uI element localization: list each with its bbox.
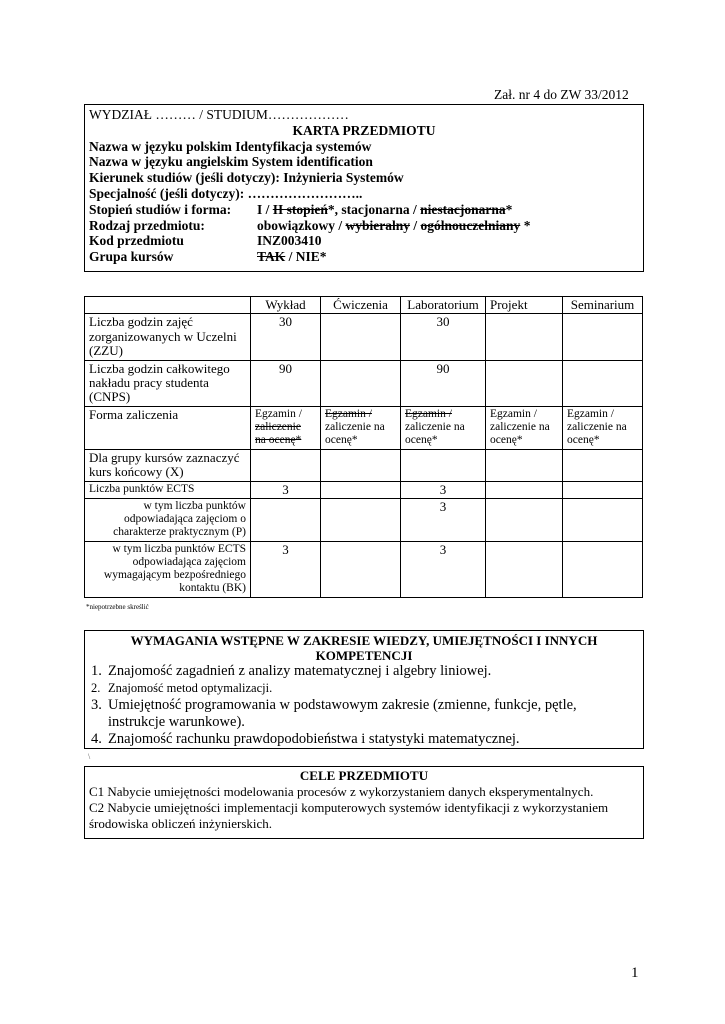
course-name-pl: Nazwa w języku polskim Identyfikacja systemów xyxy=(89,138,372,154)
cell-assessment-project xyxy=(486,406,563,449)
cell-practical-lecture xyxy=(251,499,321,542)
table-row-practical xyxy=(85,499,643,542)
table-row-assessment xyxy=(85,406,643,449)
cell-final-laboratory xyxy=(401,449,486,481)
assessment-option: Egzamin / xyxy=(567,407,614,420)
row-label-bk: w tym liczba punktów ECTS odpowiadająca zajęciom wymagającym bezpośredniego kontaktu (BK) xyxy=(85,542,251,598)
cell-bk-lecture: 3 xyxy=(251,542,321,598)
cell-ects-laboratory: 3 xyxy=(401,481,486,498)
cell-zzu-seminar xyxy=(563,314,643,360)
assessment-option: zaliczenie na xyxy=(405,420,465,433)
requirement-text: Umiejętność programowania w podstawowym zakresie (zmienne, funkcje, pętle, instrukcje warunkowe). xyxy=(108,697,577,730)
goal-c1: C1 Nabycie umiejętności modelowania procesów z wykorzystaniem danych eksperymentalnych. xyxy=(89,784,594,799)
cell-cnps-exercises xyxy=(321,360,401,406)
course-code-label: Kod przedmiotu xyxy=(89,233,184,249)
course-type-row xyxy=(89,218,639,234)
requirement-number: 4. xyxy=(91,731,102,747)
faculty-line: WYDZIAŁ ……… / STUDIUM……………… xyxy=(89,107,349,122)
page-number: 1 xyxy=(631,965,639,981)
cell-practical-seminar xyxy=(563,499,643,542)
attachment-reference: Zał. nr 4 do ZW 33/2012 xyxy=(494,87,629,102)
requirements-title-line2: KOMPETENCJI xyxy=(315,648,413,663)
course-header-box xyxy=(84,104,644,272)
assessment-option: zaliczenie na xyxy=(490,420,550,433)
row-label-practical: w tym liczba punktów odpowiadająca zajęciom o charakterze praktycznym (P) xyxy=(85,499,251,542)
cell-bk-project xyxy=(486,542,563,598)
assessment-option: Egzamin / xyxy=(255,407,302,420)
cell-assessment-exercises xyxy=(321,406,401,449)
assessment-option: zaliczenie na xyxy=(325,420,385,433)
row-label-zzu: Liczba godzin zajęć zorganizowanych w Uczelni (ZZU) xyxy=(85,314,251,360)
course-code-row xyxy=(89,233,639,249)
assessment-option-struck: na ocenę* xyxy=(255,433,302,446)
cell-final-exercises xyxy=(321,449,401,481)
assessment-option: ocenę* xyxy=(567,433,600,446)
course-type-struck: wybieralny xyxy=(345,217,411,233)
degree-value: * xyxy=(505,201,513,217)
row-label-cnps: Liczba godzin całkowitego nakładu pracy studenta (CNPS) xyxy=(85,360,251,406)
field-of-study: Kierunek studiów (jeśli dotyczy): Inżynieria Systemów xyxy=(89,170,404,186)
requirement-item xyxy=(91,663,637,680)
cell-ects-exercises xyxy=(321,481,401,498)
footnote: *niepotrzebne skreślić xyxy=(86,603,149,611)
col-header-seminar: Seminarium xyxy=(563,297,643,314)
assessment-option-struck: Egzamin / xyxy=(325,407,372,420)
course-name-en: Nazwa w języku angielskim System identification xyxy=(89,154,373,170)
cell-cnps-project xyxy=(486,360,563,406)
cell-ects-lecture: 3 xyxy=(251,481,321,498)
degree-value: I / xyxy=(257,201,273,217)
cell-assessment-laboratory xyxy=(401,406,486,449)
cell-ects-seminar xyxy=(563,481,643,498)
requirement-text: Znajomość zagadnień z analizy matematycznej i algebry liniowej. xyxy=(108,663,492,679)
assessment-option: zaliczenie na xyxy=(567,420,627,433)
assessment-option: Egzamin / xyxy=(490,407,537,420)
requirement-number: 3. xyxy=(91,697,102,713)
assessment-option: ocenę* xyxy=(405,433,438,446)
requirement-text: Znajomość metod optymalizacji. xyxy=(108,681,273,695)
table-row-ects xyxy=(85,481,643,498)
goals-title: CELE PRZEDMIOTU xyxy=(299,768,429,783)
assessment-option: ocenę* xyxy=(325,433,358,446)
requirement-item xyxy=(91,731,637,748)
course-goals-box xyxy=(84,766,644,839)
requirements-title-line1: WYMAGANIA WSTĘPNE W ZAKRESIE WIEDZY, UMIEJĘTNOŚCI I INNYCH xyxy=(130,633,598,648)
cell-assessment-seminar xyxy=(563,406,643,449)
row-label-ects: Liczba punktów ECTS xyxy=(85,481,251,498)
course-group-struck: TAK xyxy=(257,249,286,265)
requirement-item xyxy=(91,680,637,697)
course-type-value: obowiązkowy / xyxy=(257,217,346,233)
cell-final-seminar xyxy=(563,449,643,481)
goal-c2: C2 Nabycie umiejętności implementacji komputerowych systemów identyfikacji z wykorzystaniem środowiska obliczeń inżynierskich. xyxy=(89,800,609,831)
table-corner-cell xyxy=(85,297,251,314)
requirement-number: 2. xyxy=(91,681,101,695)
stray-mark: \ xyxy=(88,752,91,761)
requirement-item xyxy=(91,697,637,731)
cell-assessment-lecture xyxy=(251,406,321,449)
cell-final-project xyxy=(486,449,563,481)
course-type-value: / xyxy=(410,217,421,233)
degree-struck: II stopień xyxy=(272,201,328,217)
requirements-box xyxy=(84,630,644,749)
hours-ects-table xyxy=(84,296,643,598)
cell-practical-exercises xyxy=(321,499,401,542)
course-code-value: INZ003410 xyxy=(257,233,322,249)
table-header-row xyxy=(85,297,643,314)
col-header-lecture: Wykład xyxy=(251,297,321,314)
degree-value: *, stacjonarna / xyxy=(327,201,421,217)
cell-bk-laboratory: 3 xyxy=(401,542,486,598)
assessment-option-struck: zaliczenie xyxy=(255,420,301,433)
row-label-assessment: Forma zaliczenia xyxy=(85,406,251,449)
col-header-project: Projekt xyxy=(486,297,563,314)
table-row-final-course xyxy=(85,449,643,481)
degree-struck: niestacjonarna xyxy=(420,201,506,217)
cell-zzu-project xyxy=(486,314,563,360)
cell-zzu-lecture: 30 xyxy=(251,314,321,360)
table-row-zzu xyxy=(85,314,643,360)
course-group-value: / NIE* xyxy=(285,249,327,265)
table-row-bk xyxy=(85,542,643,598)
cell-cnps-lecture: 90 xyxy=(251,360,321,406)
course-group-row xyxy=(89,249,639,265)
cell-zzu-laboratory: 30 xyxy=(401,314,486,360)
course-type-struck: ogólnouczelniany xyxy=(420,217,521,233)
col-header-laboratory: Laboratorium xyxy=(401,297,486,314)
card-title: KARTA PRZEDMIOTU xyxy=(292,122,436,138)
requirement-text: Znajomość rachunku prawdopodobieństwa i statystyki matematycznej. xyxy=(108,731,520,747)
course-type-label: Rodzaj przedmiotu: xyxy=(89,217,205,233)
cell-practical-project xyxy=(486,499,563,542)
cell-final-lecture xyxy=(251,449,321,481)
course-group-label: Grupa kursów xyxy=(89,249,174,265)
row-label-final-course: Dla grupy kursów zaznaczyć kurs końcowy (X) xyxy=(85,449,251,481)
cell-practical-laboratory: 3 xyxy=(401,499,486,542)
col-header-exercises: Ćwiczenia xyxy=(321,297,401,314)
cell-cnps-seminar xyxy=(563,360,643,406)
degree-label: Stopień studiów i forma: xyxy=(89,201,232,217)
assessment-option: ocenę* xyxy=(490,433,523,446)
requirement-number: 1. xyxy=(91,663,102,679)
specialty: Specjalność (jeśli dotyczy): …………………….. xyxy=(89,185,363,201)
cell-bk-exercises xyxy=(321,542,401,598)
table-row-cnps xyxy=(85,360,643,406)
assessment-option-struck: Egzamin / xyxy=(405,407,452,420)
cell-zzu-exercises xyxy=(321,314,401,360)
course-type-value: * xyxy=(520,217,531,233)
degree-row xyxy=(89,202,639,218)
cell-cnps-laboratory: 90 xyxy=(401,360,486,406)
cell-bk-seminar xyxy=(563,542,643,598)
cell-ects-project xyxy=(486,481,563,498)
